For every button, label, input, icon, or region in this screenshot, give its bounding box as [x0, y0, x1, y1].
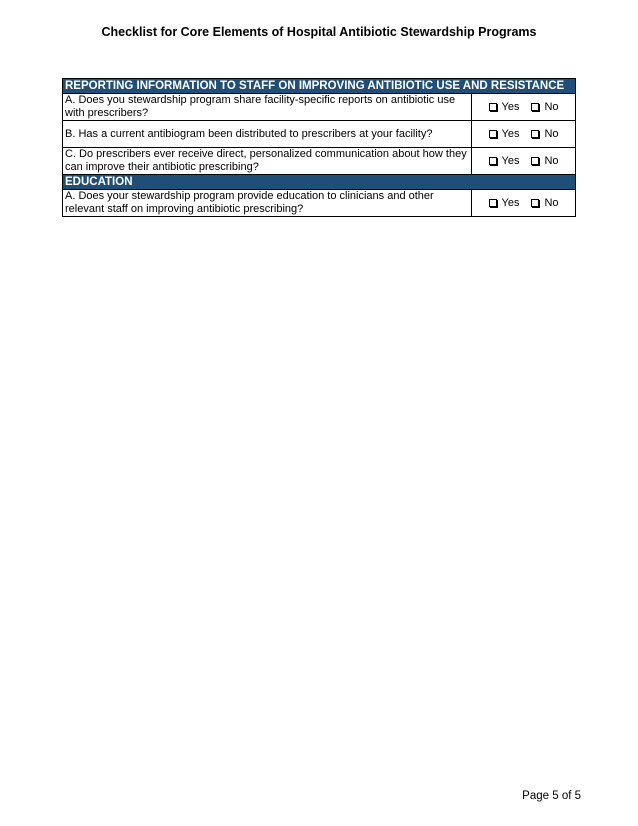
no-option[interactable]	[531, 101, 558, 114]
question-text: C. Do prescribers ever receive direct, personalized communication about how they can improve their antibiotic prescribing?	[63, 148, 472, 175]
question-text: A. Does your stewardship program provide education to clinicians and other relevant staff on improving antibiotic prescribing?	[63, 190, 472, 217]
yes-option[interactable]	[489, 155, 520, 168]
checklist-row	[63, 148, 576, 175]
yes-option[interactable]	[489, 101, 520, 114]
option-label: No	[544, 154, 559, 167]
checkbox-icon[interactable]	[531, 103, 539, 111]
answer-options	[472, 121, 576, 148]
yes-option[interactable]	[489, 197, 520, 210]
option-label: No	[544, 127, 559, 140]
section-heading: REPORTING INFORMATION TO STAFF ON IMPROVING ANTIBIOTIC USE AND RESISTANCE	[63, 79, 576, 94]
no-option[interactable]	[531, 197, 558, 210]
checkbox-icon[interactable]	[489, 199, 497, 207]
question-text: B. Has a current antibiogram been distributed to prescribers at your facility?	[63, 121, 472, 148]
page-number: Page 5 of 5	[522, 790, 581, 802]
option-label: No	[544, 196, 559, 209]
section-header-education	[63, 175, 576, 190]
section-header-reporting	[63, 79, 576, 94]
answer-options	[472, 94, 576, 121]
option-label: Yes	[501, 196, 520, 209]
answer-options	[472, 190, 576, 217]
option-label: No	[544, 100, 559, 113]
no-option[interactable]	[531, 128, 558, 141]
checkbox-icon[interactable]	[531, 130, 539, 138]
checkbox-icon[interactable]	[531, 199, 539, 207]
checklist-row	[63, 121, 576, 148]
section-heading: EDUCATION	[63, 175, 576, 190]
option-label: Yes	[501, 100, 520, 113]
checkbox-icon[interactable]	[489, 103, 497, 111]
answer-options	[472, 148, 576, 175]
checklist-row	[63, 94, 576, 121]
checkbox-icon[interactable]	[489, 130, 497, 138]
checklist-row	[63, 190, 576, 217]
no-option[interactable]	[531, 155, 558, 168]
option-label: Yes	[501, 127, 520, 140]
checkbox-icon[interactable]	[531, 157, 539, 165]
checklist-table	[62, 78, 576, 217]
checkbox-icon[interactable]	[489, 157, 497, 165]
option-label: Yes	[501, 154, 520, 167]
question-text: A. Does you stewardship program share facility-specific reports on antibiotic use with prescribers?	[63, 94, 472, 121]
yes-option[interactable]	[489, 128, 520, 141]
document-title: Checklist for Core Elements of Hospital Antibiotic Stewardship Programs	[101, 25, 537, 39]
